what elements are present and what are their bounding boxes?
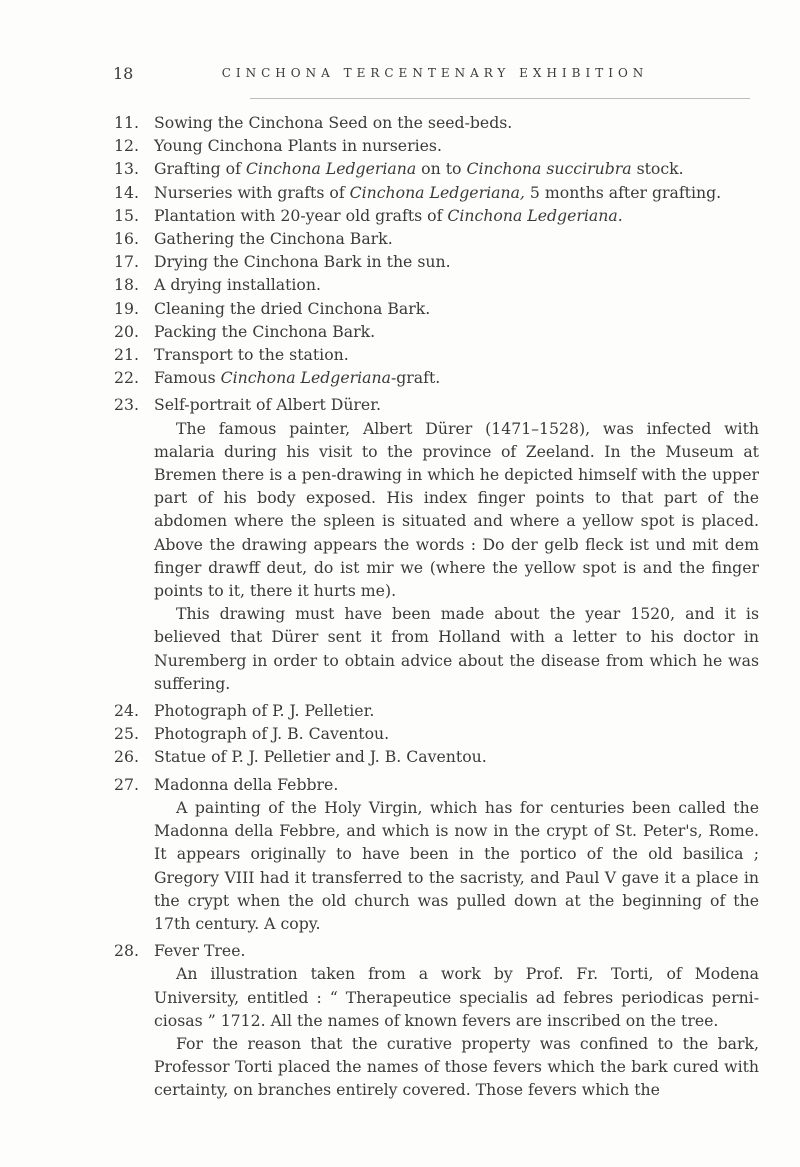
- item-text: Gathering the Cinchona Bark.: [154, 229, 393, 249]
- description-paragraph: This drawing must have been made about the year 1520, and it is believed that Dürer sent it from Holland with a letter to his doctor in Nuremberg in order to obtain advice about the disease from which he was suffering.: [154, 604, 759, 693]
- list-item: [114, 722, 759, 745]
- list-item: [114, 157, 759, 180]
- item-text: Photograph of P. J. Pelletier.: [154, 701, 375, 721]
- item-number: 27.: [114, 774, 139, 794]
- item-number: 23.: [114, 395, 139, 415]
- list-item: [114, 393, 759, 416]
- list-item: [114, 204, 759, 227]
- item-text: Plantation with 20-year old grafts of: [154, 205, 448, 225]
- item-number: 25.: [114, 724, 139, 744]
- item-text: Grafting of: [154, 159, 246, 179]
- item-number: 26.: [114, 747, 139, 767]
- list-item: [114, 111, 759, 134]
- item-number: 17.: [114, 252, 139, 272]
- item-number: 28.: [114, 941, 139, 961]
- item-number: 19.: [114, 298, 139, 318]
- species-name: Cinchona Ledgeriana,: [349, 182, 525, 202]
- item-text: Cleaning the dried Cinchona Bark.: [154, 298, 431, 318]
- list-item: [114, 699, 759, 722]
- item-number: 12.: [114, 136, 139, 156]
- list-item: [114, 366, 759, 389]
- item-number: 18.: [114, 275, 139, 295]
- header-rule: [250, 98, 750, 99]
- item-text: Famous: [154, 368, 221, 388]
- list-item: [114, 343, 759, 366]
- item-number: 15.: [114, 205, 139, 225]
- item-text: on to: [416, 159, 467, 179]
- list-item: [114, 320, 759, 343]
- page-number: 18: [113, 64, 134, 83]
- item-number: 11.: [114, 113, 139, 132]
- list-item: [114, 297, 759, 320]
- list-item: [114, 134, 759, 157]
- description-paragraph: For the reason that the curative property was confined to the bark, Professor Torti placed the names of those fevers which the bark cured with certainty, on branches entirely covered. Those fevers which the: [154, 1033, 759, 1100]
- item-number: 21.: [114, 345, 139, 365]
- item-text: Sowing the Cinchona Seed on the seed-beds.: [154, 113, 513, 132]
- description-paragraph: A painting of the Holy Virgin, which has for centuries been called the Madonna della Febbre, and which is now in the crypt of St. Peter's, Rome. It appears originally to have been in the portico of the old basilica ; Gregory VIII had it transferred to the sacristy, and Paul V gave it a place in the crypt when the old church was pulled down at the beginning of the 17th century. A copy.: [154, 797, 759, 933]
- item-text: Packing the Cinchona Bark.: [154, 321, 376, 341]
- species-name: Cinchona Ledgeriana.: [447, 205, 623, 225]
- item-text: A drying installation.: [154, 275, 321, 295]
- item-text: Madonna della Febbre.: [154, 774, 339, 794]
- item-number: 13.: [114, 159, 139, 179]
- item-number: 14.: [114, 182, 139, 202]
- item-number: 20.: [114, 321, 139, 341]
- list-item: [114, 181, 759, 204]
- exhibit-list: [114, 111, 759, 1102]
- species-name: Cinchona succirubra: [466, 159, 632, 179]
- item-text: Transport to the station.: [154, 345, 349, 365]
- list-item: [114, 227, 759, 250]
- item-description: [114, 417, 759, 695]
- item-description: [114, 962, 759, 1101]
- item-text: Fever Tree.: [154, 941, 246, 961]
- species-name: Cinchona Ledgeriana: [220, 368, 391, 388]
- item-text: Nurseries with grafts of: [154, 182, 350, 202]
- list-item: [114, 250, 759, 273]
- list-item: [114, 273, 759, 296]
- item-description: [114, 796, 759, 935]
- running-title: CINCHONA TERCENTENARY EXHIBITION: [221, 66, 649, 80]
- item-text: Young Cinchona Plants in nurseries.: [154, 136, 442, 156]
- item-text: stock.: [631, 159, 684, 179]
- list-item: [114, 745, 759, 768]
- item-text: Photograph of J. B. Caventou.: [154, 724, 390, 744]
- item-text: Drying the Cinchona Bark in the sun.: [154, 252, 451, 272]
- item-text: 5 months after grafting.: [524, 182, 722, 202]
- item-number: 16.: [114, 229, 139, 249]
- list-item: [114, 939, 759, 962]
- item-text: -graft.: [390, 368, 441, 388]
- running-header: [0, 64, 800, 84]
- item-text: Statue of P. J. Pelletier and J. B. Caventou.: [154, 747, 487, 767]
- description-paragraph: An illustration taken from a work by Prof. Fr. Torti, of Modena University, entitled : “ Therapeutice specialis ad febres periodicas perni-ciosas ” 1712. All the names of known fevers are inscribed on the tree.: [154, 964, 759, 1030]
- list-item: [114, 773, 759, 796]
- description-paragraph: The famous painter, Albert Dürer (1471–1528), was infected with malaria during his visit to the province of Zeeland. In the Museum at Bremen there is a pen-drawing in which he depicted himself with the upper part of his body exposed. His index finger points to that part of the abdomen where the spleen is situated and where a yellow spot is placed. Above the drawing appears the words : Do der gelb fleck ist und mit dem finger drawff deut, do ist mir we (where the yellow spot is and the finger points to it, there it hurts me).: [154, 418, 759, 601]
- species-name: Cinchona Ledgeriana: [245, 159, 417, 179]
- item-number: 22.: [114, 368, 139, 388]
- item-text: Self-portrait of Albert Dürer.: [154, 395, 381, 415]
- item-number: 24.: [114, 701, 139, 721]
